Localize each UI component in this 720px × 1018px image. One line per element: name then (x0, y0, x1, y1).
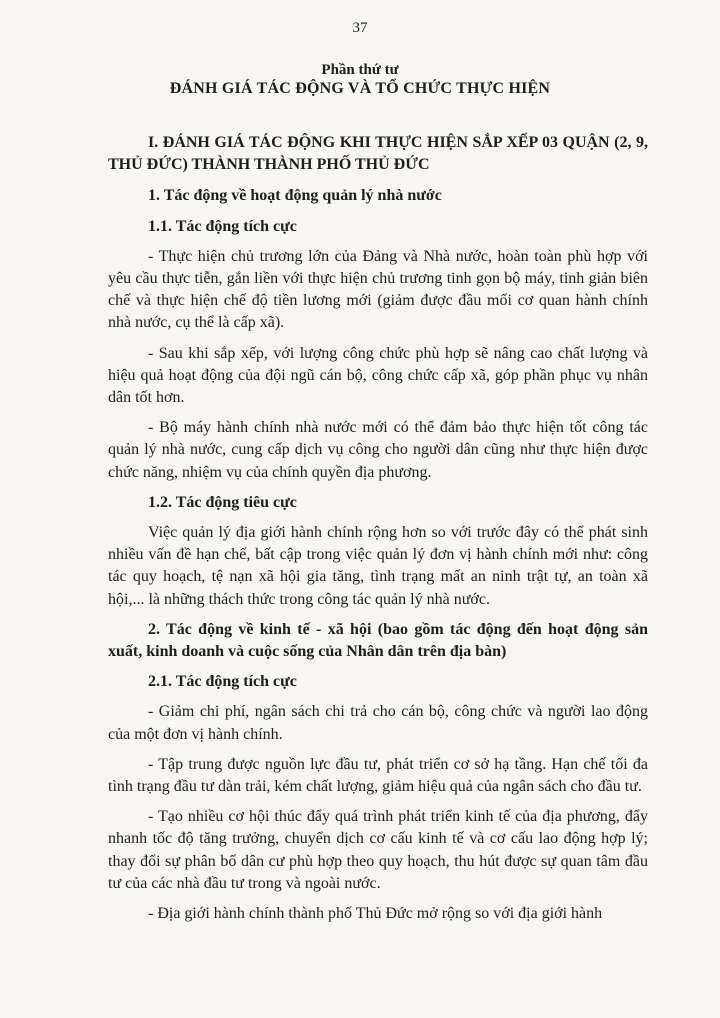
paragraph: - Sau khi sắp xếp, với lượng công chức phù hợp sẽ nâng cao chất lượng và hiệu quả hoạt động của đội ngũ cán bộ, công chức cấp xã, góp phần phục vụ nhân dân tốt hơn. (108, 344, 648, 407)
paragraph: - Giảm chi phí, ngân sách chi trả cho cán bộ, công chức và người lao động của một đơn vị hành chính. (108, 703, 648, 743)
subsection-heading: 2. Tác động về kinh tế - xã hội (bao gồm tác động đến hoạt động sản xuất, kinh doanh và cuộc sống của Nhân dân trên địa bàn) (108, 620, 648, 661)
paragraph: - Thực hiện chủ trương lớn của Đảng và Nhà nước, hoàn toàn phù hợp với yêu cầu thực tiễn, gắn liền với thực hiện chủ trương tinh gọn bộ máy, tinh giản biên chế và thực hiện chế độ tiền lương mới (giảm được đầu mối cơ quan hành chính nhà nước, cụ thể là cấp xã). (108, 247, 648, 332)
part-title: ĐÁNH GIÁ TÁC ĐỘNG VÀ TỔ CHỨC THỰC HIỆN (169, 80, 551, 97)
sub-subsection-heading: 1.2. Tác động tiêu cực (148, 493, 297, 511)
sub-subsection-heading: 1.1. Tác động tích cực (148, 217, 297, 235)
sub-subsection-heading: 2.1. Tác động tích cực (148, 673, 297, 691)
paragraph: Việc quản lý địa giới hành chính rộng hơn so với trước đây có thể phát sinh nhiều vấn đề hạn chế, bất cập trong việc quản lý đơn vị hành chính mới như: công tác quy hoạch, tệ nạn xã hội gia tăng, tình trạng mất an ninh trật tự, an toàn xã hội,... là những thách thức trong công tác quản lý nhà nước. (108, 524, 648, 608)
subsection-heading: 1. Tác động về hoạt động quản lý nhà nước (148, 187, 442, 205)
paragraph: - Bộ máy hành chính nhà nước mới có thể đảm bảo thực hiện tốt công tác quản lý nhà nước, cung cấp dịch vụ công cho người dân cũng như thực hiện được chức năng, nhiệm vụ của chính quyền địa phương. (108, 419, 648, 481)
page-number: 37 (352, 20, 368, 36)
paragraph: - Tạo nhiều cơ hội thúc đẩy quá trình phát triển kinh tế của địa phương, đẩy nhanh tốc độ tăng trưởng, chuyển dịch cơ cấu kinh tế và cơ cấu lao động hợp lý; thay đổi sự phân bố dân cư phù hợp theo quy hoạch, thu hút được sự quan tâm đầu tư của các nhà đầu tư trong và ngoài nước. (108, 808, 648, 892)
paragraph: - Tập trung được nguồn lực đầu tư, phát triển cơ sở hạ tầng. Hạn chế tối đa tình trạng đầu tư dàn trải, kém chất lượng, giảm hiệu quả của ngân sách cho đầu tư. (108, 755, 648, 796)
part-label: Phần thứ tư (321, 62, 399, 78)
document-body (108, 132, 648, 925)
section-heading-1: I. ĐÁNH GIÁ TÁC ĐỘNG KHI THỰC HIỆN SẮP XẾP 03 QUẬN (2, 9, THỦ ĐỨC) THÀNH THÀNH PHỐ THỦ ĐỨC (108, 134, 648, 174)
paragraph: - Địa giới hành chính thành phố Thủ Đức mở rộng so với địa giới hành (148, 905, 603, 923)
